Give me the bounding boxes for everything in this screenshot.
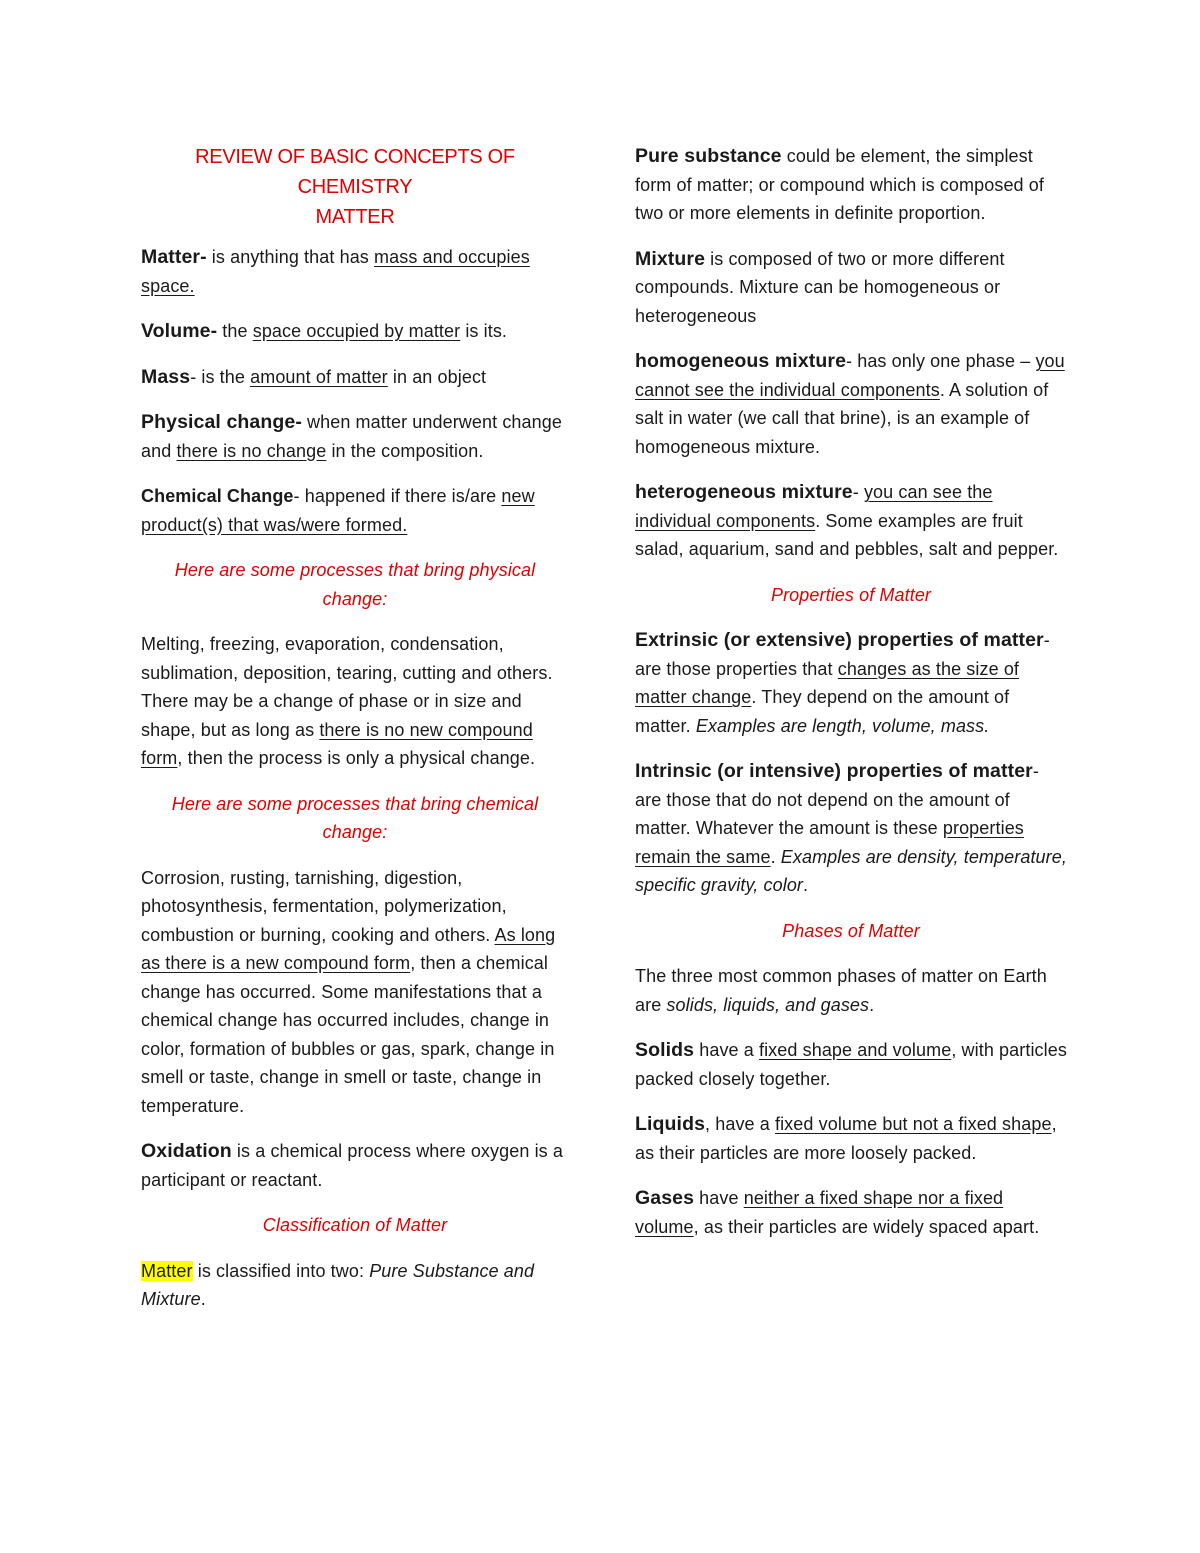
physical-processes-heading: Here are some processes that bring physical change: [174, 560, 536, 609]
volume-definition: Volume- the space occupied by matter is its. [141, 320, 508, 342]
solids-definition: Solids have a fixed shape and volume, with particles packed closely together. [635, 1039, 1067, 1089]
liquids-definition: Liquids, have a fixed volume but not a fixed shape, as their particles are more loosely packed. [635, 1113, 1057, 1163]
term: Pure substance [635, 145, 782, 167]
term: Matter- [141, 246, 207, 268]
phases-intro: The three most common phases of matter on Earth are solids, liquids, and gases. [635, 966, 1047, 1015]
document-title [141, 142, 569, 232]
intrinsic-definition: Intrinsic (or intensive) properties of matter- are those that do not depend on the amount of matter. Whatever the amount is these properties remain the same. Examples are density, temperature, specific gravity, color. [635, 760, 1067, 895]
highlighted-term: Matter [141, 1260, 193, 1281]
term: Mixture [635, 247, 706, 270]
chemical-processes-text: Corrosion, rusting, tarnishing, digestion, photosynthesis, fermentation, polymerization, combustion or burning, cooking and others. As long as there is a new compound form, then a chemical change has occurred. Some manifestations that a chemical change has occurred includes, change in color, formation of bubbles or gas, spark, change in smell or taste, change in smell or taste, change in temperature. [141, 867, 556, 1116]
gases-definition: Gases have neither a fixed shape nor a fixed volume, as their particles are widely spaced apart. [635, 1187, 1040, 1237]
mixture-definition: Mixture is composed of two or more different compounds. Mixture can be homogeneous or heterogeneous [635, 247, 1005, 326]
matter-definition: Matter- is anything that has mass and occupies space. [141, 246, 530, 296]
term: Oxidation [141, 1140, 232, 1162]
term: Mass [141, 365, 191, 388]
term: Intrinsic (or intensive) properties of matter [635, 760, 1033, 782]
term: Volume- [141, 320, 218, 342]
heterogeneous-definition: heterogeneous mixture- you can see the individual components. Some examples are fruit salad, aquarium, sand and pebbles, salt and pepper. [635, 481, 1059, 559]
term: heterogeneous mixture [635, 481, 853, 503]
phases-heading: Phases of Matter [782, 920, 920, 941]
term: Chemical Change [141, 486, 294, 506]
physical-processes-text: Melting, freezing, evaporation, condensation, sublimation, deposition, tearing, cutting and others. There may be a change of phase or in size and shape, but as long as there is no new compound form, then the process is only a physical change. [141, 634, 553, 768]
classification-text: Matter is classified into two: Pure Substance and Mixture. [141, 1260, 535, 1309]
title-line-2: MATTER [315, 206, 395, 228]
title-line-1: REVIEW OF BASIC CONCEPTS OF CHEMISTRY [195, 146, 515, 198]
term: Physical change- [141, 411, 302, 433]
pure-substance-definition: Pure substance could be element, the simplest form of matter; or compound which is composed of two or more elements in definite proportion. [635, 145, 1044, 223]
left-column [141, 142, 569, 1331]
oxidation-definition: Oxidation is a chemical process where oxygen is a participant or reactant. [141, 1140, 563, 1190]
term: Solids [635, 1039, 695, 1061]
mass-definition: Mass- is the amount of matter in an object [141, 365, 487, 388]
chemical-processes-heading: Here are some processes that bring chemical change: [171, 793, 539, 842]
classification-heading: Classification of Matter [262, 1215, 448, 1235]
properties-heading: Properties of Matter [770, 584, 932, 605]
homogeneous-definition: homogeneous mixture- has only one phase – you cannot see the individual components. A solution of salt in water (we call that brine), is an example of homogeneous mixture. [635, 350, 1065, 457]
term: homogeneous mixture [635, 350, 847, 372]
term: Extrinsic (or extensive) properties of matter [635, 629, 1044, 651]
term: Gases [635, 1187, 695, 1209]
right-column [635, 142, 1067, 1258]
physical-change-definition: Physical change- when matter underwent change and there is no change in the composition. [141, 411, 562, 461]
term: Liquids [635, 1113, 706, 1135]
extrinsic-definition: Extrinsic (or extensive) properties of matter- are those properties that changes as the size of matter change. They depend on the amount of matter. Examples are length, volume, mass. [635, 629, 1050, 736]
chemical-change-definition: Chemical Change- happened if there is/are new product(s) that was/were formed. [141, 486, 535, 535]
